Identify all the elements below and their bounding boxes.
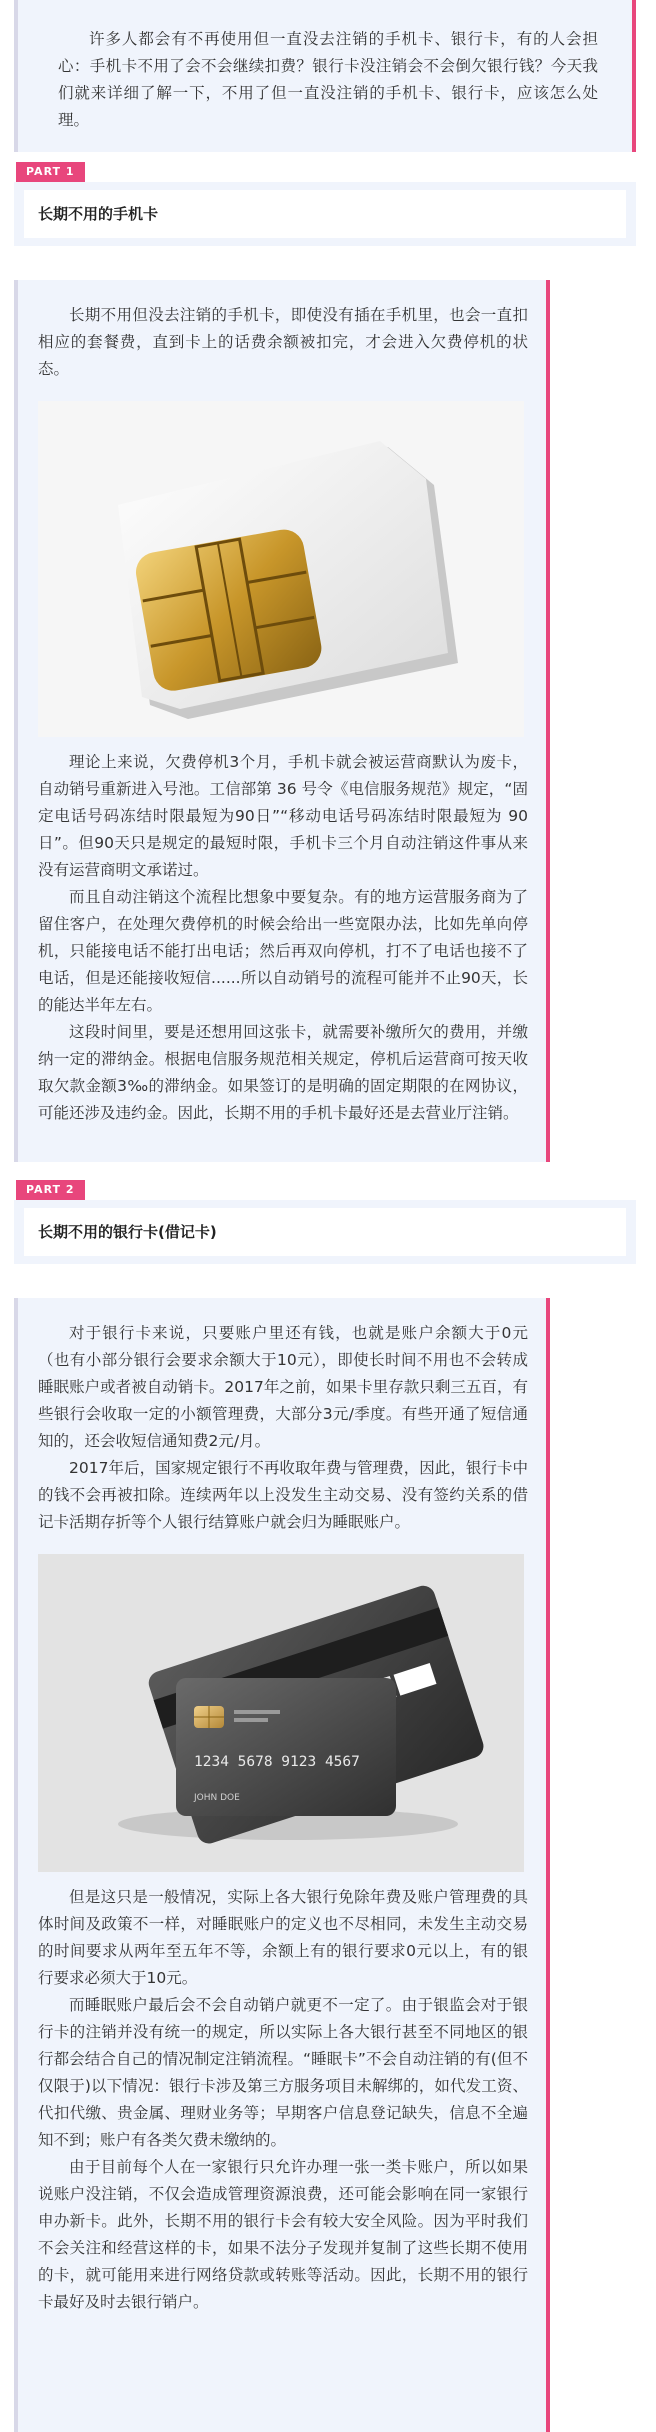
part-1-paragraph: 这段时间里，要是还想用回这张卡，就需要补缴所欠的费用，并缴纳一定的滞纳金。根据电信服务规范相关规定，停机后运营商可按天收取欠款金额3‰的滞纳金。如果签订的是明确的固定期限的在网协议，可能还涉及违约金。因此，长期不用的手机卡最好还是去营业厅注销。: [38, 1023, 528, 1122]
part-1-title: 长期不用的手机卡: [24, 190, 626, 238]
card-number: 1234 5678 9123 4567: [194, 1754, 360, 1770]
part-1-paragraph: 长期不用但没去注销的手机卡，即使没有插在手机里，也会一直扣相应的套餐费，直到卡上的话费余额被扣完，才会进入欠费停机的状态。: [38, 306, 528, 378]
part-2-paragraph: 对于银行卡来说，只要账户里还有钱，也就是账户余额大于0元（也有小部分银行会要求余额大于10元），即使长时间不用也不会转成睡眠账户或者被自动销卡。2017年之前，如果卡里存款只剩三五百，有些银行会收取一定的小额管理费，大部分3元/季度。有些开通了短信通知的，还会收短信通知费2元/月。: [38, 1324, 528, 1450]
part-1-tag: PART 1: [16, 162, 85, 182]
part-1-header: [14, 182, 636, 246]
part-2-paragraph: 而睡眠账户最后会不会自动销户就更不一定了。由于银监会对于银行卡的注销并没有统一的规定，所以实际上各大银行甚至不同地区的银行都会结合自己的情况制定注销流程。“睡眠卡”不会自动注销的有(但不仅限于)以下情况：银行卡涉及第三方服务项目未解绑的，如代发工资、代扣代缴、贵金属、理财业务等；早期客户信息登记缺失，信息不全遍知不到；账户有各类欠费未缴纳的。: [38, 1996, 528, 2149]
intro-block: [14, 0, 636, 152]
bank-card-image: [38, 1554, 524, 1872]
part-1-paragraph: 理论上来说，欠费停机3个月，手机卡就会被运营商默认为废卡，自动销号重新进入号池。工信部第 36 号令《电信服务规范》规定，“固定电话号码冻结时限最短为90日”“移动电话号码冻结时限最短为 90日”。但90天只是规定的最短时限，手机卡三个月自动注销这件事从来没有运营商明文承诺过。: [38, 753, 528, 879]
sim-card-image: [38, 401, 524, 737]
part-2-card: [14, 1298, 550, 2432]
card-holder: JOHN DOE: [194, 1793, 240, 1803]
part-1-paragraph: 而且自动注销这个流程比想象中要复杂。有的地方运营服务商为了留住客户，在处理欠费停机的时候会给出一些宽限办法，比如先单向停机，只能接电话不能打出电话；然后再双向停机，打不了电话也接不了电话，但是还能接收短信......所以自动销号的流程可能并不止90天，长的能达半年左右。: [38, 888, 528, 1014]
part-2-title: 长期不用的银行卡(借记卡): [24, 1208, 626, 1256]
part-2-paragraph: 由于目前每个人在一家银行只允许办理一张一类卡账户，所以如果说账户没注销，不仅会造成管理资源浪费，还可能会影响在同一家银行申办新卡。此外，长期不用的银行卡会有较大安全风险。因为平时我们不会关注和经营这样的卡，如果不法分子发现并复制了这些长期不使用的卡，就可能用来进行网络贷款或转账等活动。因此，长期不用的银行卡最好及时去银行销户。: [38, 2158, 528, 2311]
part-2-paragraph: 但是这只是一般情况，实际上各大银行免除年费及账户管理费的具体时间及政策不一样，对睡眠账户的定义也不尽相同，未发生主动交易的时间要求从两年至五年不等，余额上有的银行要求0元以上，有的银行要求必须大于10元。: [38, 1888, 528, 1987]
part-1-card: [14, 280, 550, 1162]
bank-card-illustration: [38, 1554, 524, 1872]
part-2-header: [14, 1200, 636, 1264]
part-2-paragraph: 2017年后，国家规定银行不再收取年费与管理费，因此，银行卡中的钱不会再被扣除。连续两年以上没发生主动交易、没有签约关系的借记卡活期存折等个人银行结算账户就会归为睡眠账户。: [38, 1459, 528, 1531]
part-2-tag: PART 2: [16, 1180, 85, 1200]
intro-paragraph: 许多人都会有不再使用但一直没去注销的手机卡、银行卡，有的人会担心：手机卡不用了会不会继续扣费？银行卡没注销会不会倒欠银行钱？今天我们就来详细了解一下，不用了但一直没注销的手机卡、银行卡，应该怎么处理。: [58, 30, 598, 129]
sim-card-illustration: [38, 401, 524, 737]
